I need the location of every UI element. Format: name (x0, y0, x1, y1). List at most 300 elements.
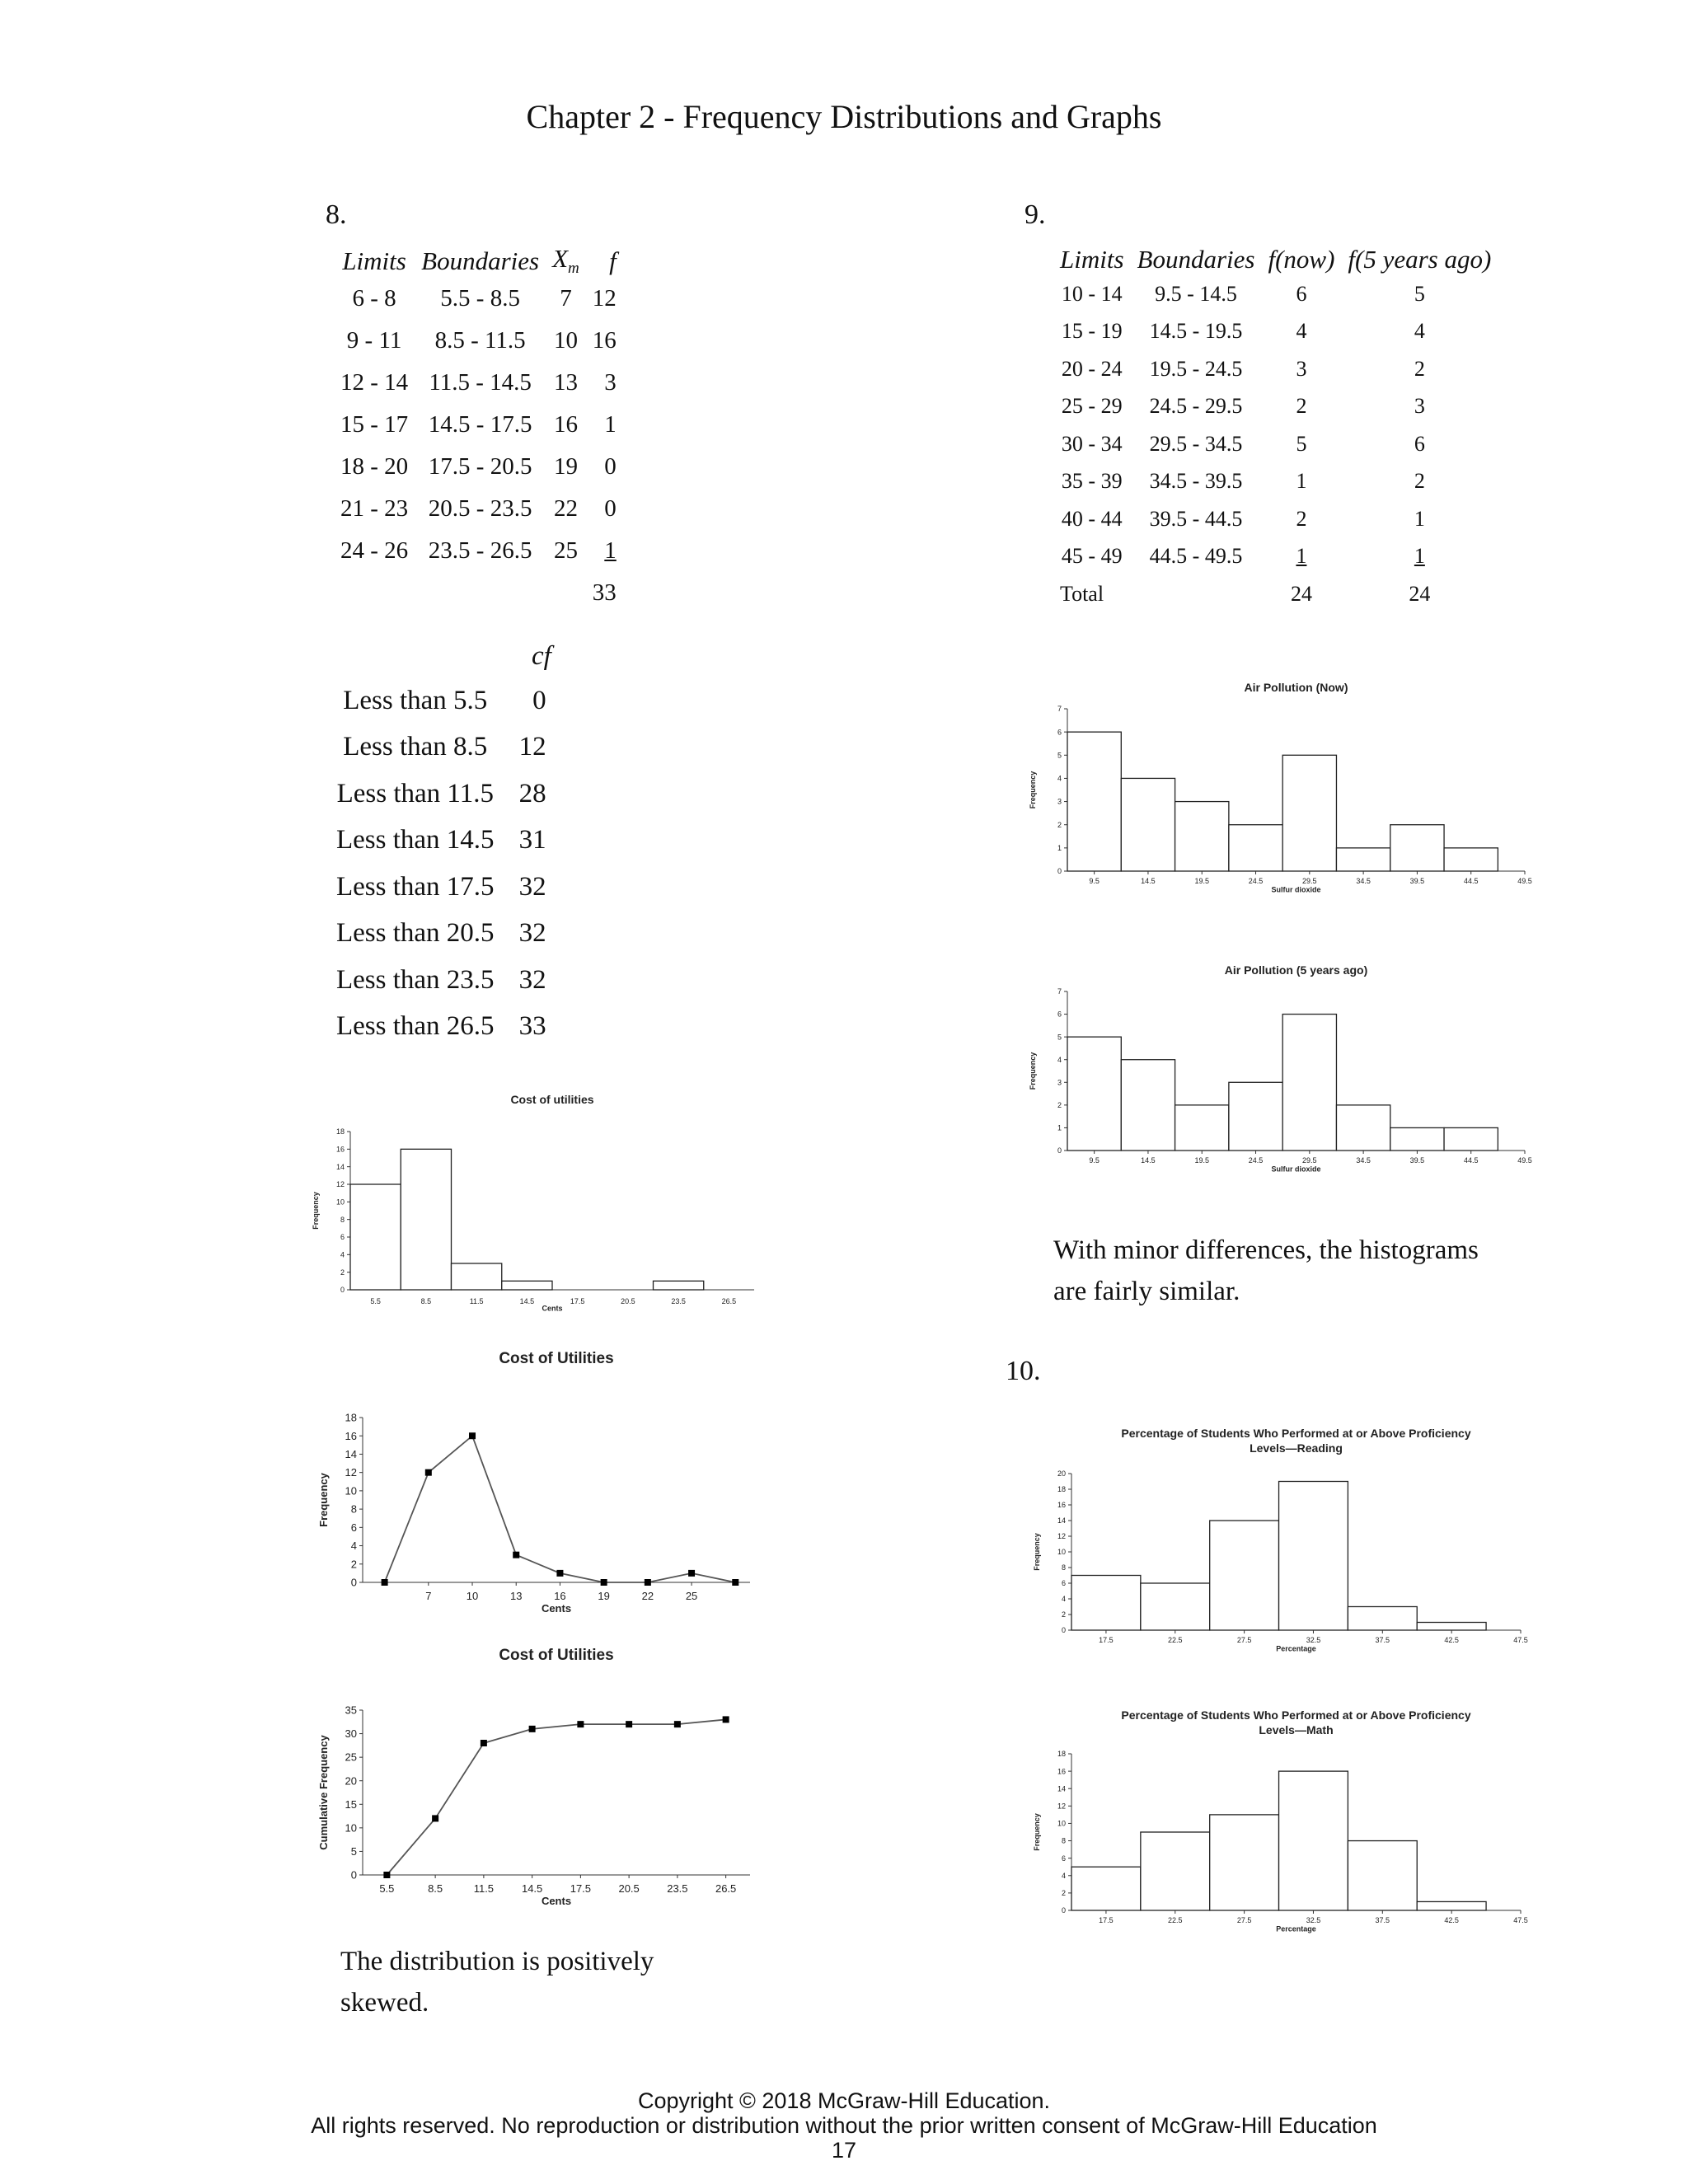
q9-cell: 20 - 24 (1061, 356, 1123, 381)
q9-cell: 4 (1414, 319, 1425, 344)
x-tick-label: 42.5 (1444, 1636, 1459, 1644)
polygon-point (469, 1432, 476, 1439)
x-tick-label: 14.5 (519, 1297, 535, 1305)
question-10-number: 10. (1006, 1356, 1041, 1386)
q8-cell: 13 (553, 369, 578, 396)
q9-header-f-5-years-ago: f(5 years ago) (1348, 245, 1492, 274)
x-tick-label: 17.5 (570, 1882, 592, 1895)
q8-cell: 7 (560, 285, 572, 312)
y-tick-label: 3 (1057, 797, 1062, 806)
y-tick-label: 12 (1057, 1802, 1066, 1811)
polygon-point (382, 1579, 388, 1586)
q8-cell: 16 (592, 327, 617, 354)
polygon-point (601, 1579, 607, 1586)
x-tick-label: 32.5 (1306, 1916, 1321, 1924)
footer-rights: All rights reserved. No reproduction or distribution without the prior written consent of McGraw-Hill Education (311, 2113, 1377, 2138)
y-tick-label: 14 (345, 1447, 357, 1460)
y-axis-label: Frequency (1033, 1813, 1041, 1851)
chart-title: Cost of Utilities (499, 1350, 614, 1367)
y-tick-label: 20 (1057, 1469, 1066, 1479)
y-tick-label: 6 (350, 1521, 357, 1534)
q8-cell: 6 - 8 (352, 285, 396, 312)
y-tick-label: 5 (1057, 751, 1062, 760)
histogram-bar (1121, 778, 1175, 871)
histogram-bar (1141, 1832, 1210, 1910)
footer-page-number: 17 (831, 2138, 857, 2163)
x-tick-label: 25 (685, 1590, 698, 1602)
y-tick-label: 10 (345, 1821, 357, 1835)
histogram-bar (1444, 1127, 1498, 1151)
x-tick-label: 23.5 (667, 1882, 688, 1895)
q9-cell: 2 (1296, 394, 1307, 419)
q9-cell: 2 (1414, 356, 1425, 381)
histogram-bar (1282, 1015, 1336, 1151)
y-tick-label: 5 (1057, 1033, 1062, 1042)
x-tick-label: 47.5 (1513, 1916, 1528, 1924)
x-tick-label: 14.5 (521, 1882, 543, 1895)
polygon-point (645, 1579, 651, 1586)
q9-cell: 40 - 44 (1061, 506, 1123, 531)
x-axis-label: Cents (541, 1894, 572, 1907)
x-axis-label: Cents (542, 1304, 563, 1313)
q8-cell: 20.5 - 23.5 (428, 495, 532, 523)
x-tick-label: 8.5 (420, 1297, 432, 1305)
q8-cell: 0 (604, 453, 617, 480)
y-axis-label: Frequency (317, 1473, 330, 1527)
y-tick-label: 20 (345, 1774, 357, 1788)
cf-label: Less than 17.5 (336, 871, 495, 902)
q8-row (334, 404, 623, 446)
histogram-bar (1121, 1060, 1175, 1151)
q9-cell: 6 (1296, 281, 1307, 306)
x-tick-label: 23.5 (671, 1297, 686, 1305)
histogram-bar (1390, 825, 1444, 871)
y-tick-label: 4 (1057, 774, 1062, 783)
q9-cell: 4 (1296, 319, 1307, 344)
y-tick-label: 7 (1057, 987, 1062, 996)
y-tick-label: 16 (335, 1145, 345, 1154)
cf-label: Less than 5.5 (343, 685, 488, 715)
q9-row (1053, 313, 1498, 351)
x-tick-label: 39.5 (1409, 1156, 1425, 1165)
y-tick-label: 5 (350, 1844, 357, 1858)
ogive-point (674, 1721, 681, 1727)
y-tick-label: 18 (345, 1411, 357, 1424)
x-tick-label: 29.5 (1302, 877, 1317, 885)
ogive-point (383, 1872, 390, 1878)
x-tick-label: 24.5 (1248, 1156, 1264, 1165)
polygon-point (556, 1570, 563, 1577)
y-tick-label: 4 (1061, 1595, 1066, 1604)
q9-header-f-now: f(now) (1268, 245, 1335, 274)
y-axis-label: Frequency (1029, 1052, 1037, 1090)
cf-value: 32 (518, 871, 546, 902)
q9-total-ago: 24 (1409, 582, 1431, 606)
x-tick-label: 44.5 (1463, 1156, 1479, 1165)
footer-copyright: Copyright © 2018 McGraw-Hill Education. (637, 2088, 1051, 2113)
y-tick-label: 18 (1057, 1485, 1066, 1494)
q9-cell: 10 - 14 (1061, 281, 1123, 306)
q8-cell: 22 (553, 495, 578, 523)
x-axis-label: Percentage (1276, 1644, 1316, 1653)
ogive-point (626, 1721, 632, 1727)
x-tick-label: 5.5 (379, 1882, 395, 1895)
question-9-number: 9. (1025, 199, 1046, 230)
q8-cell: 17.5 - 20.5 (428, 453, 532, 480)
q9-cell: 5 (1296, 431, 1307, 456)
x-tick-label: 37.5 (1375, 1916, 1390, 1924)
y-tick-label: 6 (1057, 728, 1062, 737)
y-tick-label: 7 (1057, 705, 1062, 714)
question-8-number: 8. (326, 199, 347, 230)
ogive-line (387, 1719, 725, 1875)
chart-title: Air Pollution (Now) (1244, 681, 1348, 694)
q8-cell: 12 (592, 285, 617, 312)
x-tick-label: 20.5 (621, 1297, 635, 1305)
y-tick-label: 1 (1057, 1123, 1062, 1132)
histogram-bar (1175, 802, 1229, 871)
y-tick-label: 8 (350, 1502, 357, 1516)
q8-cell: 12 - 14 (340, 369, 409, 396)
y-tick-label: 6 (1061, 1579, 1066, 1588)
cf-label: Less than 8.5 (343, 732, 488, 762)
x-tick-label: 26.5 (715, 1882, 737, 1895)
chart-title: Levels—Math (1259, 1723, 1334, 1736)
histogram-bar (1417, 1901, 1486, 1910)
q9-cell: 14.5 - 19.5 (1149, 319, 1243, 344)
histogram-bar (452, 1263, 502, 1290)
x-tick-label: 8.5 (428, 1882, 443, 1895)
q9-cell: 2 (1296, 506, 1307, 531)
page-footer (0, 2088, 1688, 2163)
chart-proficiency-math (1030, 1708, 1533, 1955)
cf-row (330, 724, 553, 771)
histogram-bar (401, 1149, 451, 1290)
x-tick-label: 14.5 (1141, 877, 1156, 885)
chart-cost-of-utilities-histogram (313, 1092, 775, 1315)
chart-title: Cost of Utilities (499, 1647, 614, 1664)
x-tick-label: 17.5 (570, 1297, 585, 1305)
q9-row (1053, 388, 1498, 426)
x-tick-label: 27.5 (1236, 1916, 1252, 1924)
histogram-bar (1175, 1105, 1229, 1151)
x-tick-label: 20.5 (618, 1882, 640, 1895)
q8-cell: 14.5 - 17.5 (428, 411, 532, 438)
y-tick-label: 4 (1057, 1055, 1062, 1064)
histogram-bar (350, 1184, 401, 1290)
q9-row (1053, 350, 1498, 388)
x-tick-label: 34.5 (1356, 877, 1371, 885)
q8-cell: 15 - 17 (340, 411, 409, 438)
cf-value: 0 (532, 685, 546, 715)
x-tick-label: 27.5 (1236, 1636, 1252, 1644)
q8-row (334, 488, 623, 530)
q8-cell: 8.5 - 11.5 (434, 327, 526, 354)
y-tick-label: 18 (335, 1127, 345, 1137)
q9-cell: 9.5 - 14.5 (1155, 281, 1237, 306)
cf-value: 12 (518, 732, 546, 762)
y-tick-label: 12 (335, 1180, 345, 1189)
ogive-point (577, 1721, 584, 1727)
q8-cell: 5.5 - 8.5 (440, 285, 520, 312)
chart-title: Levels—Reading (1250, 1441, 1343, 1455)
x-tick-label: 19 (598, 1590, 610, 1602)
y-tick-label: 0 (350, 1868, 357, 1882)
chart-title: Percentage of Students Who Performed at or Above Proficiency (1121, 1427, 1471, 1440)
histogram-bar (1071, 1576, 1141, 1631)
cf-label: Less than 11.5 (336, 778, 494, 808)
y-tick-label: 14 (335, 1162, 345, 1171)
histogram-bar (1279, 1482, 1348, 1631)
x-tick-label: 37.5 (1375, 1636, 1390, 1644)
histogram-bar (1071, 1867, 1141, 1910)
polygon-point (513, 1552, 519, 1558)
chart-cost-of-utilities-polygon (313, 1352, 775, 1624)
q8-cell: 3 (604, 369, 617, 396)
q8-cell: 16 (553, 411, 578, 438)
q9-cell: 39.5 - 44.5 (1149, 506, 1243, 531)
y-tick-label: 16 (1057, 1501, 1066, 1510)
cf-value: 31 (518, 825, 546, 855)
x-tick-label: 22.5 (1168, 1916, 1183, 1924)
y-tick-label: 2 (1061, 1610, 1066, 1619)
y-tick-label: 2 (350, 1558, 357, 1571)
histogram-bar (1067, 1037, 1121, 1151)
q8-row (334, 362, 623, 404)
y-tick-label: 25 (345, 1750, 357, 1764)
q8-cell: 10 (553, 327, 578, 354)
y-tick-label: 18 (1057, 1750, 1066, 1759)
x-tick-label: 11.5 (473, 1882, 495, 1895)
y-tick-label: 35 (345, 1704, 357, 1717)
histogram-bar (1141, 1583, 1210, 1630)
y-tick-label: 1 (1057, 844, 1062, 853)
cf-row (330, 911, 553, 958)
y-tick-label: 3 (1057, 1078, 1062, 1087)
y-tick-label: 16 (1057, 1767, 1066, 1776)
polygon-point (425, 1469, 432, 1476)
histogram-bar (1348, 1607, 1417, 1631)
x-tick-label: 26.5 (721, 1297, 737, 1305)
histogram-bar (1229, 825, 1282, 871)
q9-total-label: Total (1060, 582, 1104, 606)
q9-frequency-table (1053, 244, 1498, 613)
ogive-point (481, 1740, 487, 1746)
q8-cell: 19 (553, 453, 578, 480)
x-tick-label: 7 (425, 1590, 432, 1602)
q8-cell: 1 (604, 411, 617, 438)
x-tick-label: 19.5 (1194, 877, 1210, 885)
x-tick-label: 13 (509, 1590, 523, 1602)
cf-row (330, 1004, 553, 1051)
y-axis-label: Cumulative Frequency (317, 1735, 330, 1850)
x-tick-label: 22.5 (1168, 1636, 1183, 1644)
x-tick-label: 47.5 (1513, 1636, 1528, 1644)
x-tick-label: 17.5 (1099, 1916, 1114, 1924)
x-axis-label: Sulfur dioxide (1271, 885, 1321, 894)
histogram-bar (1210, 1521, 1279, 1630)
y-tick-label: 10 (335, 1197, 345, 1207)
cf-row (330, 818, 553, 865)
cf-row (330, 864, 553, 911)
x-tick-label: 16 (554, 1590, 566, 1602)
y-axis-label: Frequency (1029, 771, 1037, 809)
x-tick-label: 9.5 (1089, 877, 1100, 885)
cf-value: 32 (518, 964, 546, 995)
histogram-bar (1229, 1082, 1282, 1151)
q9-cell: 29.5 - 34.5 (1149, 431, 1243, 456)
x-tick-label: 34.5 (1356, 1156, 1371, 1165)
q9-row (1053, 275, 1498, 313)
histogram-bar (654, 1281, 704, 1290)
q9-cell: 1 (1296, 469, 1307, 494)
x-axis-label: Percentage (1276, 1924, 1316, 1933)
cf-value: 32 (518, 918, 546, 949)
q9-cell: 3 (1414, 394, 1425, 419)
chart-air-pollution-now (1030, 680, 1533, 911)
q9-cell: 30 - 34 (1061, 431, 1123, 456)
y-tick-label: 0 (350, 1576, 357, 1589)
cf-row (330, 771, 553, 818)
chart-proficiency-reading (1030, 1426, 1533, 1673)
q8-cell: 11.5 - 14.5 (429, 369, 532, 396)
ogive-point (723, 1716, 729, 1722)
histogram-bar (1444, 848, 1498, 871)
x-tick-label: 39.5 (1409, 877, 1425, 885)
q8-cell: 9 - 11 (346, 327, 402, 354)
q9-cell: 2 (1414, 469, 1425, 494)
histogram-bar (1210, 1815, 1279, 1910)
y-tick-label: 6 (1057, 1010, 1062, 1019)
q9-total-now: 24 (1290, 582, 1312, 606)
ogive-point (529, 1726, 536, 1732)
y-tick-label: 2 (1057, 820, 1062, 829)
q9-cell: 24.5 - 29.5 (1149, 394, 1243, 419)
x-tick-label: 14.5 (1141, 1156, 1156, 1165)
q9-cell: 25 - 29 (1061, 394, 1123, 419)
q9-cell: 35 - 39 (1061, 469, 1123, 494)
q9-cell: 1 (1296, 544, 1307, 569)
q9-cell: 34.5 - 39.5 (1149, 469, 1243, 494)
q8-cf-header: cf (532, 641, 551, 671)
q9-conclusion: With minor differences, the histograms are fairly similar. (1053, 1235, 1479, 1306)
x-axis-label: Sulfur dioxide (1271, 1165, 1321, 1174)
histogram-bar (1279, 1771, 1348, 1910)
y-axis-label: Frequency (1033, 1533, 1041, 1571)
ogive-point (432, 1815, 438, 1821)
q9-cell: 19.5 - 24.5 (1149, 356, 1243, 381)
x-tick-label: 49.5 (1517, 877, 1532, 885)
q8-cell: 23.5 - 26.5 (428, 537, 532, 565)
x-tick-label: 10 (466, 1590, 479, 1602)
q8-cell: 1 (604, 537, 617, 565)
chart-title: Percentage of Students Who Performed at or Above Proficiency (1121, 1708, 1471, 1722)
polygon-line (385, 1436, 736, 1582)
y-tick-label: 4 (340, 1250, 345, 1259)
y-tick-label: 6 (1061, 1854, 1066, 1863)
histogram-bar (1390, 1127, 1444, 1151)
histogram-bar (1348, 1841, 1417, 1910)
polygon-point (732, 1579, 738, 1586)
y-tick-label: 0 (1061, 1626, 1066, 1635)
q9-cell: 15 - 19 (1061, 319, 1123, 344)
y-tick-label: 8 (1061, 1563, 1066, 1572)
x-tick-label: 11.5 (469, 1297, 484, 1305)
q8-row (334, 530, 623, 572)
q9-row (1053, 463, 1498, 501)
y-tick-label: 10 (1057, 1548, 1066, 1557)
q8-cell: 0 (604, 495, 617, 523)
histogram-bar (1336, 848, 1390, 871)
y-tick-label: 4 (350, 1540, 357, 1553)
y-tick-label: 30 (345, 1727, 357, 1741)
q9-cell: 1 (1414, 506, 1425, 531)
x-tick-label: 32.5 (1306, 1636, 1321, 1644)
y-tick-label: 0 (1057, 1146, 1062, 1155)
y-axis-label: Frequency (312, 1192, 320, 1230)
cf-row (330, 957, 553, 1004)
q9-row (1053, 500, 1498, 538)
q9-row (1053, 425, 1498, 463)
x-tick-label: 42.5 (1444, 1916, 1459, 1924)
q8-header-frequency: f (609, 246, 617, 275)
y-tick-label: 16 (345, 1429, 357, 1442)
y-tick-label: 10 (1057, 1819, 1066, 1828)
x-tick-label: 22 (641, 1590, 654, 1602)
q8-header-midpoint: $X_m$ (552, 244, 579, 278)
q8-row (334, 446, 623, 488)
q8-cell: 18 - 20 (340, 453, 409, 480)
x-tick-label: 29.5 (1302, 1156, 1317, 1165)
x-axis-label: Cents (541, 1601, 572, 1615)
x-tick-label: 19.5 (1194, 1156, 1210, 1165)
chart-cost-of-utilities-ogive (313, 1648, 775, 1920)
q8-row (334, 320, 623, 362)
q8-cell: 25 (553, 537, 578, 565)
q9-cell: 5 (1414, 281, 1425, 306)
chart-title: Air Pollution (5 years ago) (1224, 963, 1368, 977)
y-tick-label: 10 (345, 1484, 357, 1497)
cf-value: 28 (518, 778, 546, 808)
polygon-point (688, 1570, 695, 1577)
histogram-bar (1336, 1105, 1390, 1151)
q8-cell: 24 - 26 (340, 537, 409, 565)
q8-conclusion: The distribution is positively skewed. (340, 1947, 654, 2018)
x-tick-label: 17.5 (1099, 1636, 1114, 1644)
cf-label: Less than 26.5 (336, 1011, 495, 1042)
q9-cell: 1 (1414, 544, 1425, 569)
cf-label: Less than 20.5 (336, 918, 495, 949)
cf-value: 33 (518, 1011, 546, 1042)
y-tick-label: 12 (1057, 1532, 1066, 1541)
q9-header-boundaries: Boundaries (1137, 245, 1255, 274)
y-tick-label: 0 (340, 1286, 345, 1295)
q8-cell: 21 - 23 (340, 495, 409, 523)
q8-header-boundaries: Boundaries (421, 246, 540, 275)
q8-header-limits: Limits (342, 246, 406, 275)
y-tick-label: 8 (1061, 1836, 1066, 1845)
cf-label: Less than 23.5 (336, 964, 495, 995)
y-tick-label: 14 (1057, 1784, 1066, 1793)
cf-label: Less than 14.5 (336, 825, 495, 855)
y-tick-label: 0 (1057, 867, 1062, 876)
x-tick-label: 44.5 (1463, 877, 1479, 885)
q9-cell: 45 - 49 (1061, 544, 1123, 569)
histogram-bar (502, 1281, 552, 1290)
x-tick-label: 24.5 (1248, 877, 1264, 885)
q8-total: 33 (592, 579, 617, 607)
q8-row (334, 278, 623, 320)
